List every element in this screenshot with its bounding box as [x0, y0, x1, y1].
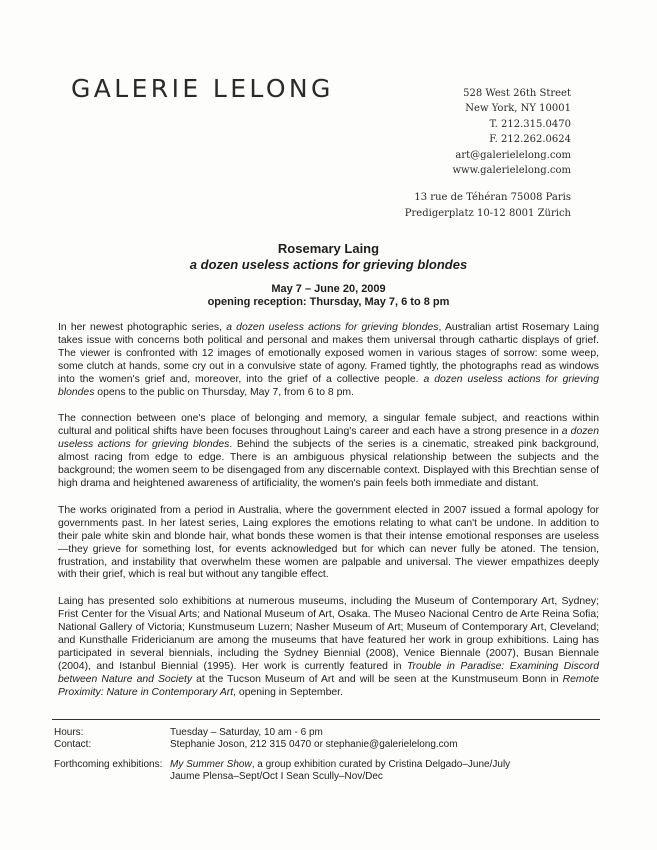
- paragraph-3: The works originated from a period in Australia, where the government elected in 2007 issued a formal apology for governments past. In her latest series, Laing explores the emotions relating to what can't be undone. In addition to their pale white skin and blonde hair, what bonds these women is that their intense emotional responses are useless—they grieve for something lost, for events acknowledged but for which can never fully be atoned. The tension, frustration, and instability that overwhelm these women are palpable and universal. The viewer empathizes deeply with their grief, which is real but without any tangible effect.: [58, 504, 599, 581]
- address-zurich: Predigerplatz 10-12 8001 Zürich: [404, 207, 571, 219]
- address-fax: F. 212.262.0624: [489, 134, 571, 146]
- address-street: 528 West 26th Street: [463, 88, 571, 99]
- gallery-address: [405, 86, 571, 221]
- address-website[interactable]: www.galerielelong.com: [452, 165, 571, 177]
- opening-reception: opening reception: Thursday, May 7, 6 to 8 pm: [207, 296, 450, 308]
- forthcoming-label: Forthcoming exhibitions:: [54, 759, 163, 770]
- paragraph-4: Laing has presented solo exhibitions at numerous museums, including the Museum of Contemporary Art, Sydney; Frist Center for the Visual Arts; and National Museum of Art, Osaka. The Museo Nacional Centro de Arte Reina Sofia; National Gallery of Victoria; Kunstmuseum Luzern; Nasher Museum of Art; Museum of Contemporary Art, Cleveland; and Kunsthalle Fridericianum are among the museums that have featured her work in group exhibitions. Laing has participated in several biennials, including the Sydney Biennial (2008), Venice Biennale (2007), Busan Biennale (2004), and Istanbul Biennial (1995). Her work is currently featured in Trouble in Paradise: Examining Discord between Nature and Society at the Tucson Museum of Art and will be seen at the Kunstmuseum Bonn in Remote Proximity: Nature in Contemporary Art, opening in September.: [58, 596, 600, 698]
- paragraph-1: In her newest photographic series, a dozen useless actions for grieving blondes, Australian artist Rosemary Laing takes issue with concerns both political and personal and makes them universal through cathartic displays of grief. The viewer is confronted with 12 images of emotionally exposed women in various stages of sorrow: some weep, some clutch at hands, some cry out in a convulsive state of agony. Framed tightly, the photographs read as windows into the women's grief and, moreover, into the grief of a collective people. a dozen useless actions for grieving blondes opens to the public on Thursday, May 7, from 6 to 8 pm.: [58, 322, 599, 398]
- address-city: New York, NY 10001: [465, 103, 571, 115]
- forthcoming-line-2: Jaume Plensa–Sept/Oct I Sean Scully–Nov/Dec: [170, 771, 383, 782]
- contact-label: Contact:: [54, 739, 92, 750]
- footer-divider: [52, 719, 600, 720]
- hours-label: Hours:: [54, 727, 84, 738]
- date-range: May 7 – June 20, 2009: [271, 283, 386, 295]
- exhibition-dates: [0, 283, 657, 309]
- address-paris: 13 rue de Téhéran 75008 Paris: [414, 192, 571, 204]
- artist-name: Rosemary Laing: [277, 241, 380, 256]
- press-release-body: [58, 322, 599, 714]
- forthcoming-line-1: My Summer Show, a group exhibition curated by Cristina Delgado–June/July: [170, 759, 511, 770]
- hours-value: Tuesday – Saturday, 10 am - 6 pm: [170, 727, 323, 738]
- exhibition-title: a dozen useless actions for grieving blondes: [189, 257, 468, 272]
- address-email[interactable]: art@galerielelong.com: [455, 149, 571, 161]
- press-release-title: [0, 241, 657, 273]
- contact-value: Stephanie Joson, 212 315 0470 or stephanie@galerielelong.com: [170, 739, 458, 750]
- paragraph-2: The connection between one's place of belonging and memory, a singular female subject, and reactions within cultural and political shifts have been focuses throughout Laing's career and each have a strong presence in a dozen useless actions for grieving blondes. Behind the subjects of the series is a cinematic, streaked pink background, almost racing from edge to edge. There is an ambiguous physical relationship between the subjects and the background; the women seem to be disengaged from any discernable context. Displayed with this Brechtian sense of high drama and heightened awareness of artificiality, the women's pain feels both immediate and distant.: [58, 413, 599, 489]
- gallery-logo: GALERIE LELONG: [71, 74, 334, 103]
- address-phone: T. 212.315.0470: [489, 118, 571, 130]
